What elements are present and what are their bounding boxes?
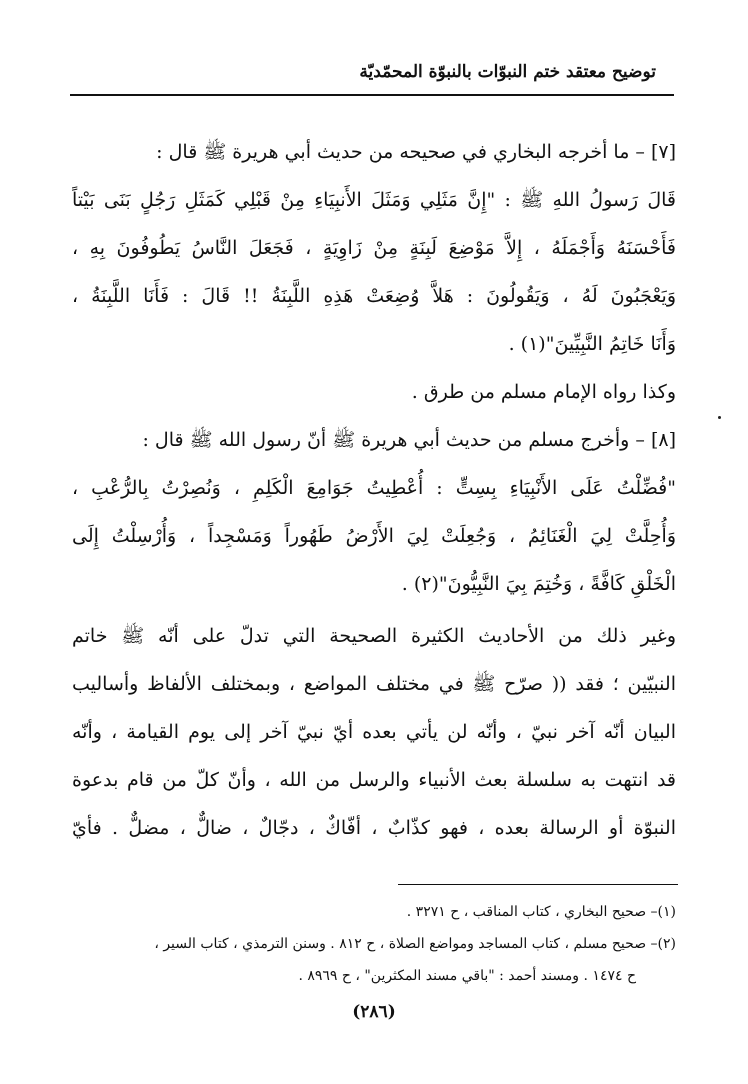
hadith-text-line: فَأَحْسَنَهُ وَأَجْمَلَهُ ، إِلاَّ مَوْضِعَ لَبِنَةٍ مِنْ زَاوِيَةٍ ، فَجَعَلَ النَّاسُ يَطُوفُونَ بِهِ ، [72, 237, 676, 259]
narration-note: وكذا رواه الإمام مسلم من طرق . [411, 381, 676, 403]
main-text [72, 128, 676, 852]
commentary-line: النبوّة أو الرسالة بعده ، فهو كذّابٌ ، أفّاكٌ ، دجّالٌ ، ضالٌّ ، مضلٌّ . فأيّ [72, 817, 676, 839]
footnote-divider [398, 884, 678, 885]
commentary-line: وغير ذلك من الأحاديث الكثيرة الصحيحة التي تدلّ على أنّه ﷺ خاتم [72, 625, 676, 647]
commentary-line: قد انتهت به سلسلة بعث الأنبياء والرسل من الله ، وأنّ كلّ من قام بدعوة [72, 769, 676, 791]
scan-speck [718, 416, 721, 419]
hadith-text-line: وَيَعْجَبُونَ لَهُ ، وَيَقُولُونَ : هَلاَّ وُضِعَتْ هَذِهِ اللَّبِنَةُ !! قَالَ : فَأَنَا اللَّبِنَةُ ، [72, 285, 676, 307]
footnote-2-continued: ح ١٤٧٤ . ومسند أحمد : "باقي مسند المكثرين" ، ح ٨٩٦٩ . [298, 968, 636, 984]
hadith-text-line: وَأُحِلَّتْ لِيَ الْغَنَائِمُ ، وَجُعِلَتْ لِيَ الأَرْضُ طَهُوراً وَمَسْجِداً ، وَأُرْسِلْتُ إِلَى [72, 525, 676, 547]
footnote-1: (١)– صحيح البخاري ، كتاب المناقب ، ح ٣٢٧١ . [406, 904, 676, 920]
hadith-text-line: "فُضِّلْتُ عَلَى الأَنْبِيَاءِ بِسِتٍّ : أُعْطِيتُ جَوَامِعَ الْكَلِمِ ، وَنُصِرْتُ بِالرُّعْبِ ، [72, 477, 676, 499]
commentary-line: النبيّين ؛ فقد (( صرّح ﷺ في مختلف المواضع ، وبمختلف الألفاظ وأساليب [72, 673, 676, 695]
running-header-title: توضيح معتقد ختم النبوّات بالنبوّة المحمّديّة [359, 62, 656, 82]
hadith-text-line: الْخَلْقِ كَافَّةً ، وَخُتِمَ بِيَ النَّبِيُّونَ"(٢) . [401, 573, 676, 595]
footnotes [72, 896, 676, 992]
hadith-intro-8: [٨] – وأخرج مسلم من حديث أبي هريرة ﷺ أنّ رسول الله ﷺ قال : [142, 429, 676, 451]
commentary-line: البيان أنّه آخر نبيّ ، وأنّه لن يأتي بعده أيّ نبيّ آخر إلى يوم القيامة ، وأنّه [72, 721, 676, 743]
page-number: (٢٨٦) [352, 1002, 396, 1022]
footnote-2: (٢)– صحيح مسلم ، كتاب المساجد ومواضع الصلاة ، ح ٨١٢ . وسنن الترمذي ، كتاب السير ، [154, 936, 676, 952]
header-divider [70, 94, 674, 96]
hadith-text-line: وَأَنَا خَاتِمُ النَّبِيِّينَ"(١) . [508, 333, 676, 355]
hadith-text-line: قَالَ رَسولُ اللهِ ﷺ : "إِنَّ مَثَلِي وَمَثَلَ الأَنبِيَاءِ مِنْ قَبْلِي كَمَثَلِ رَجُلٍ بَنَى بَيْتاً [72, 189, 676, 211]
hadith-intro-7: [٧] – ما أخرجه البخاري في صحيحه من حديث أبي هريرة ﷺ قال : [156, 141, 676, 163]
